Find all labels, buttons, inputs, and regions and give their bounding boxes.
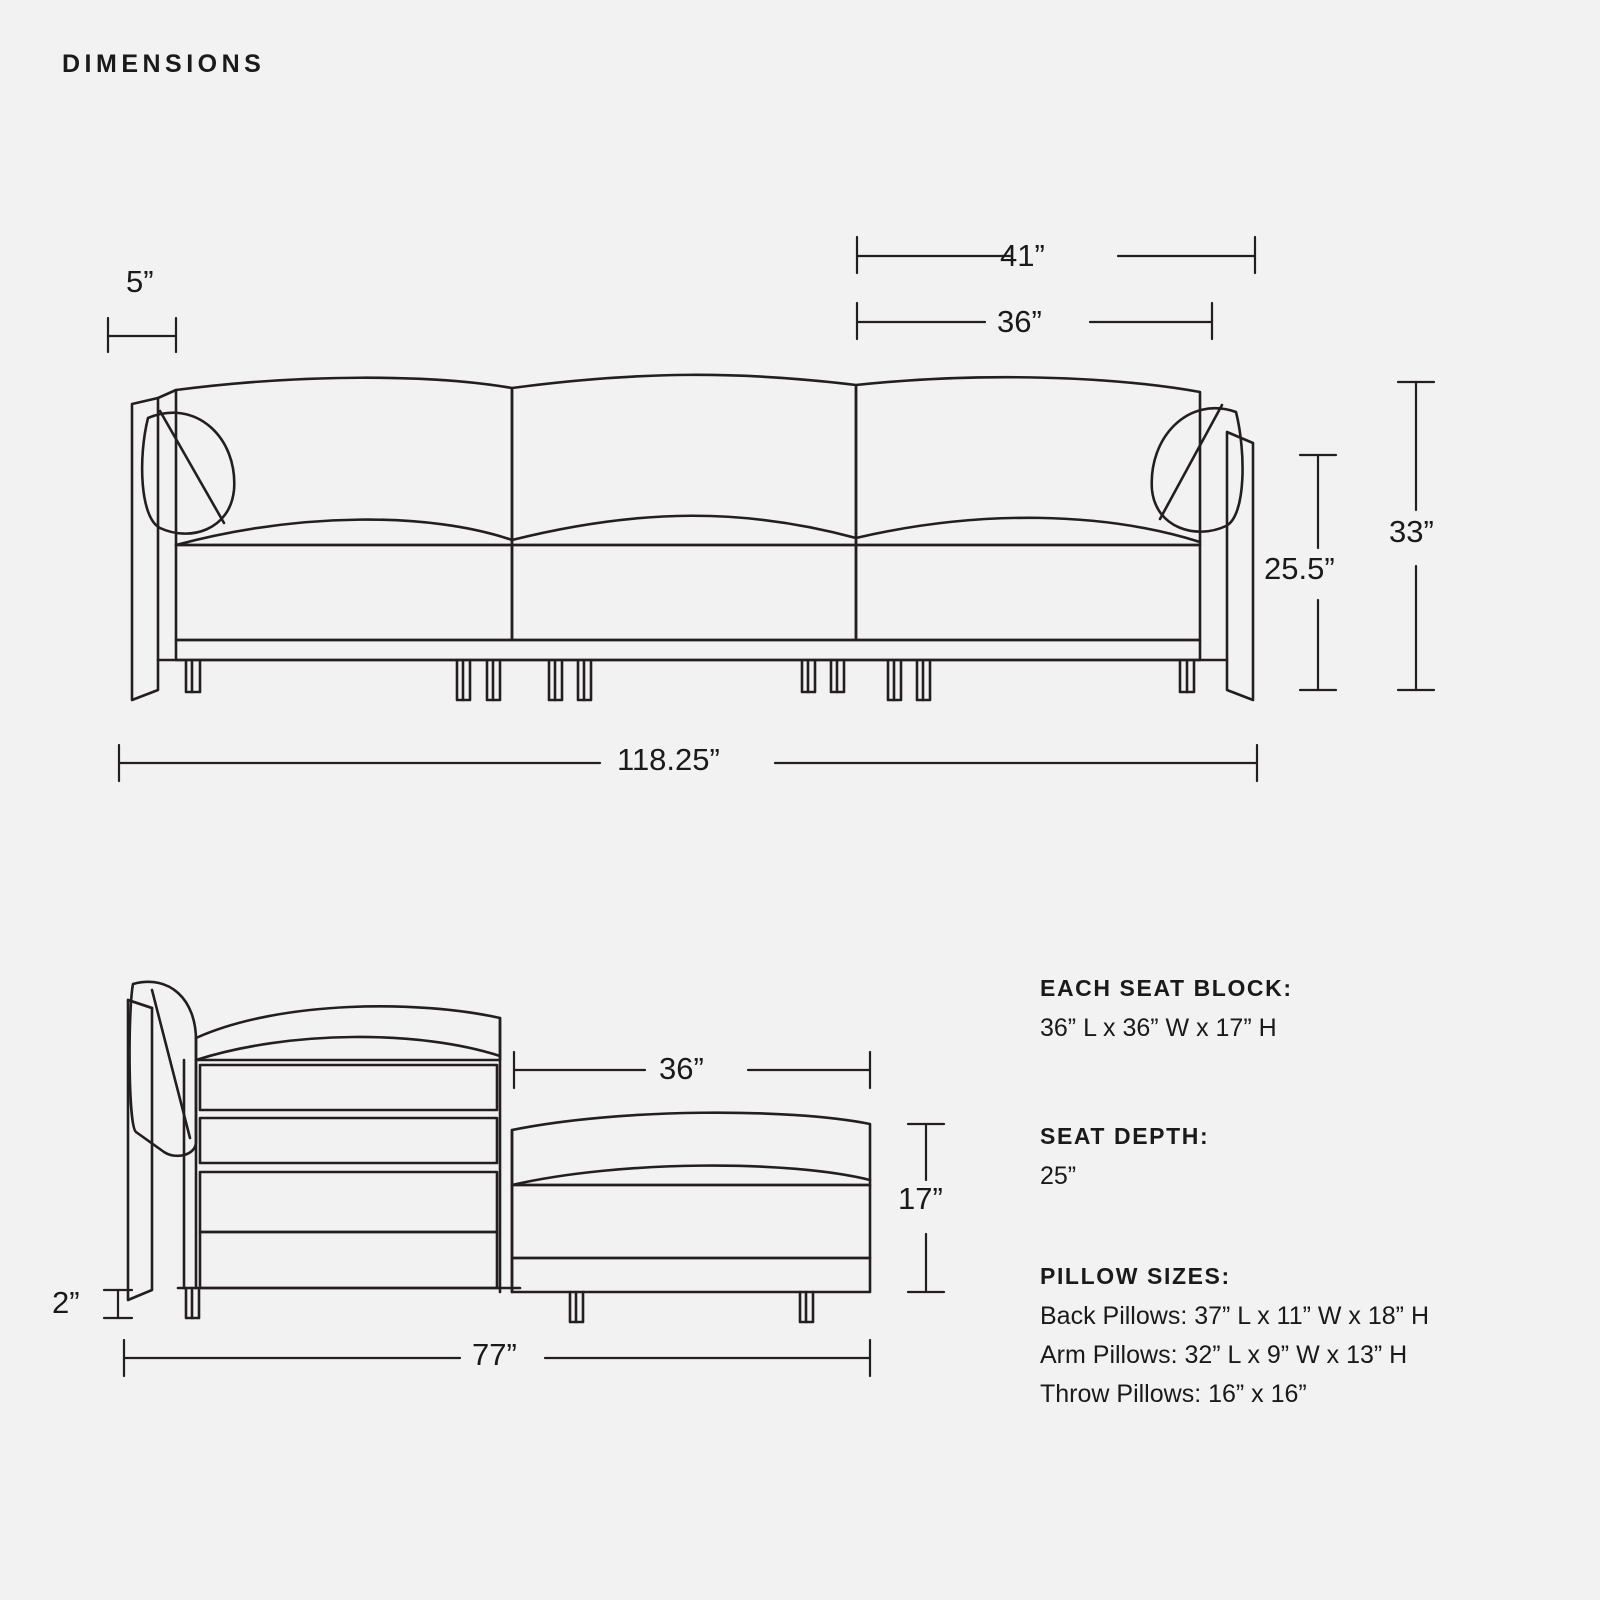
spec-line: 36” L x 36” W x 17” H bbox=[1040, 1014, 1277, 1042]
spec-each-seat-block bbox=[1040, 975, 1293, 1053]
spec-title: PILLOW SIZES: bbox=[1040, 1263, 1231, 1289]
side-view-sofa bbox=[128, 982, 870, 1322]
front-view-sofa bbox=[132, 375, 1253, 700]
dim-label-overall-height: 33” bbox=[1389, 514, 1434, 549]
dim-label-overall-width: 118.25” bbox=[617, 742, 720, 777]
dim-label-seat-block-depth: 36” bbox=[659, 1051, 704, 1086]
dim-label-leg-height: 2” bbox=[52, 1285, 80, 1320]
page-title: DIMENSIONS bbox=[62, 50, 266, 78]
spec-line: Arm Pillows: 32” L x 9” W x 13” H bbox=[1040, 1341, 1408, 1369]
dim-label-seat-height: 17” bbox=[898, 1181, 943, 1216]
front-view-dimension-lines bbox=[108, 237, 1434, 781]
spec-line: Back Pillows: 37” L x 11” W x 18” H bbox=[1040, 1302, 1430, 1330]
spec-line: Throw Pillows: 16” x 16” bbox=[1040, 1380, 1307, 1408]
spec-line: 25” bbox=[1040, 1162, 1077, 1190]
dim-label-seat-block-width-top: 36” bbox=[997, 304, 1042, 339]
dim-label-arm-thickness: 5” bbox=[126, 264, 154, 299]
spec-pillow-sizes bbox=[1040, 1263, 1429, 1419]
dim-label-overall-depth: 77” bbox=[472, 1337, 517, 1372]
dim-label-module-width: 41” bbox=[1000, 238, 1045, 273]
spec-title: SEAT DEPTH: bbox=[1040, 1123, 1210, 1149]
spec-title: EACH SEAT BLOCK: bbox=[1040, 975, 1293, 1001]
dim-label-back-height: 25.5” bbox=[1264, 551, 1335, 586]
side-view-dimension-lines bbox=[104, 1052, 944, 1376]
spec-seat-depth bbox=[1040, 1123, 1209, 1201]
